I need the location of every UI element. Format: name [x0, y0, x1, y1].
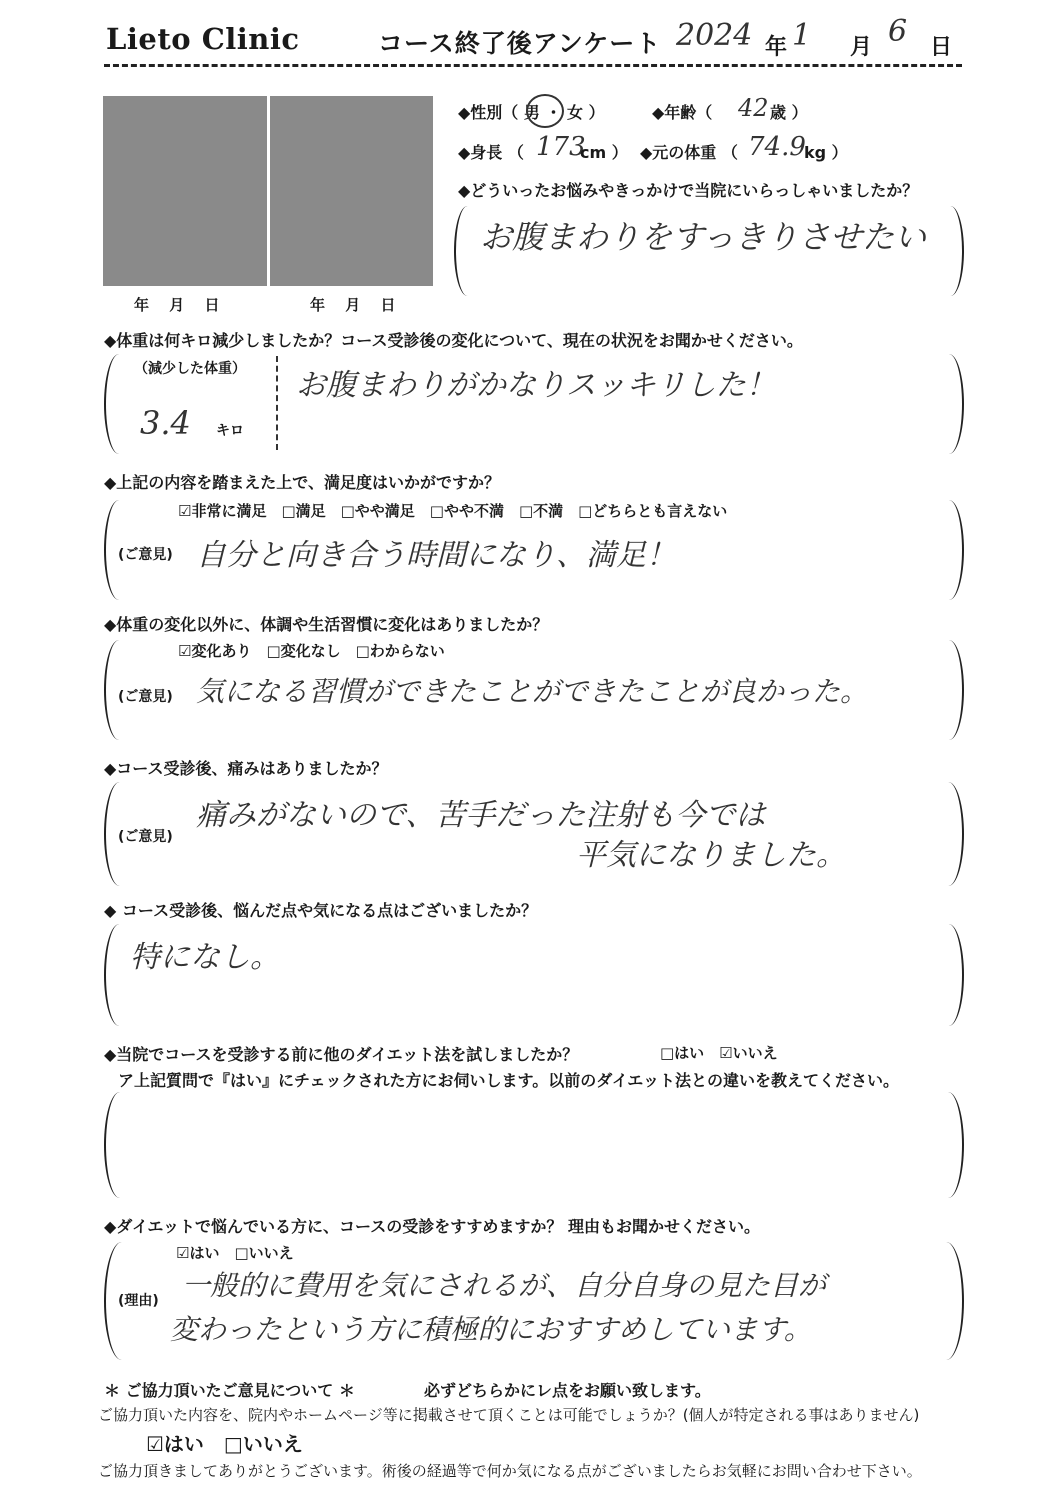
gender-field: ◆性別（ 男 ・ 女 ）: [458, 103, 605, 122]
footer-note-title: ＊ ご協力頂いたご意見について ＊: [104, 1381, 355, 1400]
q6-question: ◆ コース受診後、悩んだ点や気になる点はございましたか？: [104, 901, 538, 920]
q3-opinion-label: (ご意見): [118, 547, 173, 563]
q7-bracket-left: [104, 1092, 128, 1198]
year-label: 年: [765, 35, 788, 60]
q5-question: ◆コース受診後、痛みはありましたか？: [104, 759, 388, 778]
weight-value: 74.9: [748, 132, 806, 162]
q7-followup: ア上記質問で『はい』にチェックされた方にお伺いします。以前のダイエット法との違いを教えてください。: [118, 1071, 899, 1090]
day-label: 日: [930, 35, 953, 60]
q4-opinion-label: (ご意見): [118, 689, 173, 705]
q4-options[interactable]: ☑変化あり □変化なし □わからない: [178, 642, 445, 660]
q3-options[interactable]: ☑非常に満足 □満足 □やや満足 □やや不満 □不満 □どちらとも言えない: [178, 502, 728, 520]
q8-options[interactable]: ☑はい □いいえ: [176, 1244, 294, 1262]
header-divider: [104, 64, 962, 67]
age-value: 42: [738, 94, 769, 122]
q1-bracket-right: [940, 206, 964, 296]
footer-note-options[interactable]: ☑はい □いいえ: [146, 1432, 303, 1456]
height-unit: cm ）: [580, 143, 628, 162]
date-year: 2024: [676, 18, 753, 53]
weight-label: ◆元の体重 （: [640, 143, 738, 162]
clinic-brand: Lieto Clinic: [106, 22, 300, 56]
after-photo-date: 年 月 日: [310, 296, 396, 314]
q7-options[interactable]: □はい ☑いいえ: [660, 1044, 778, 1062]
q6-answer: 特になし。: [130, 940, 280, 975]
footer-note-question: ご協力頂いた内容を、院内やホームページ等に掲載させて頂くことは可能でしょうか？(個人が特定される事はありません): [98, 1406, 920, 1424]
weight-unit: kg ）: [804, 143, 848, 162]
q6-bracket-right: [940, 924, 964, 1026]
q2-bracket-right: [940, 354, 964, 454]
month-label: 月: [850, 35, 873, 60]
q8-question: ◆ダイエットで悩んでいる方に、コースの受診をすすめますか？ 理由もお聞かせください。: [104, 1217, 760, 1236]
q2-answer: お腹まわりがかなりスッキリした！: [296, 368, 776, 403]
q5-answer-line1: 痛みがないので、苦手だった注射も今では: [196, 798, 766, 833]
footer-thanks: ご協力頂きましてありがとうございます。術後の経過等で何か気になる点がございましたらお気軽にお問い合わせ下さい。: [98, 1462, 922, 1480]
q3-answer: 自分と向き合う時間になり、満足！: [196, 538, 676, 573]
q2-divider: [276, 356, 278, 450]
q8-answer-line1: 一般的に費用を気にされるが、自分自身の見た目が: [182, 1269, 827, 1302]
q1-question: ◆どういったお悩みやきっかけで当院にいらっしゃいましたか？: [458, 181, 919, 200]
q2-question: ◆体重は何キロ減少しましたか？コース受診後の変化について、現在の状況をお聞かせください。: [104, 331, 803, 350]
after-photo: [270, 96, 433, 286]
q2-reduced-label: （減少した体重）: [134, 361, 246, 377]
before-photo: [103, 96, 267, 286]
date-month: 1: [792, 18, 812, 53]
q2-reduced-value: 3.4: [140, 404, 191, 442]
q8-reason-label: (理由): [118, 1293, 159, 1309]
q2-bracket-left: [104, 354, 128, 454]
q6-bracket-left: [104, 924, 128, 1026]
age-label: ◆年齢（: [652, 103, 713, 122]
before-photo-date: 年 月 日: [134, 296, 220, 314]
form-title: コース終了後アンケート: [378, 29, 662, 58]
q2-reduced-unit: キロ: [216, 423, 244, 439]
q5-bracket-right: [940, 782, 964, 886]
q1-answer: お腹まわりをすっきりさせたい: [480, 218, 927, 256]
q4-answer: 気になる習慣ができたことができたことが良かった。: [196, 675, 869, 708]
q3-question: ◆上記の内容を踏まえた上で、満足度はいかがですか？: [104, 473, 500, 492]
q8-answer-line2: 変わったという方に積極的におすすめしています。: [170, 1313, 812, 1346]
q3-bracket-right: [940, 500, 964, 600]
q7-question: ◆当院でコースを受診する前に他のダイエット法を試しましたか？: [104, 1045, 579, 1064]
q5-opinion-label: (ご意見): [118, 829, 173, 845]
height-label: ◆身長 （: [458, 143, 524, 162]
q5-answer-line2: 平気になりました。: [576, 838, 846, 873]
age-unit: 歳 ）: [770, 103, 808, 122]
date-day: 6: [888, 14, 908, 49]
q4-bracket-right: [940, 640, 964, 740]
footer-note-request: 必ずどちらかにレ点をお願い致します。: [424, 1381, 711, 1400]
q4-question: ◆体重の変化以外に、体調や生活習慣に変化はありましたか？: [104, 615, 549, 634]
q7-bracket-right: [940, 1092, 964, 1198]
q8-bracket-right: [940, 1242, 964, 1360]
height-value: 173: [536, 132, 586, 162]
q1-bracket-left: [454, 206, 478, 296]
gender-selected-circle: [526, 94, 564, 128]
